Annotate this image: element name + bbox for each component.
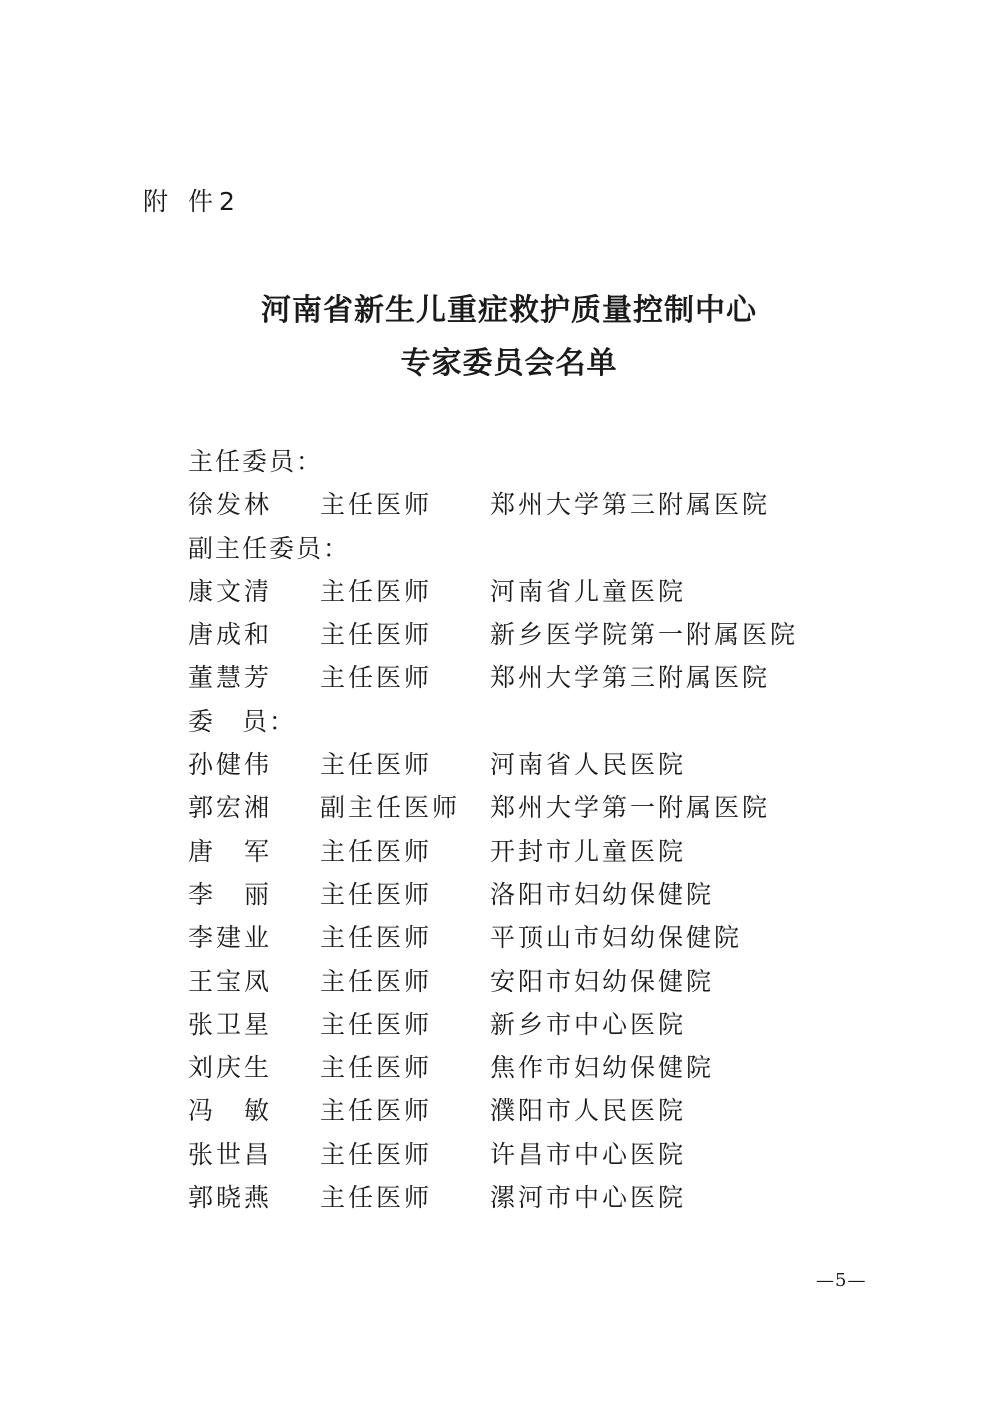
member-name: 李 丽 (188, 879, 273, 909)
member-rank: 主任医师 (320, 1096, 433, 1126)
member-rank: 主任医师 (320, 966, 433, 996)
member-org: 郑州大学第三附属医院 (490, 490, 771, 520)
member-org: 濮阳市人民医院 (490, 1096, 687, 1126)
section-heading-deputy: 副主任委员： (188, 533, 351, 563)
member-org: 郑州大学第三附属医院 (490, 663, 771, 693)
member-name: 王宝凤 (188, 966, 273, 996)
member-rank: 主任医师 (320, 1139, 433, 1169)
member-name: 冯 敏 (188, 1096, 273, 1126)
member-org: 漯河市中心医院 (490, 1183, 687, 1213)
member-row (188, 916, 888, 959)
member-row (188, 656, 888, 699)
attachment-label: 附 件2 (143, 187, 241, 216)
member-rank: 主任医师 (320, 620, 433, 650)
member-rank: 主任医师 (320, 750, 433, 780)
member-row (188, 1133, 888, 1176)
member-name: 董慧芳 (188, 663, 273, 693)
member-org: 新乡市中心医院 (490, 1009, 687, 1039)
member-org: 平顶山市妇幼保健院 (490, 923, 743, 953)
section-heading-director: 主任委员： (188, 447, 324, 476)
document-title-line-1: 河南省新生儿重症救护质量控制中心 (261, 293, 757, 328)
member-rank: 主任医师 (320, 879, 433, 909)
member-row (188, 1176, 888, 1219)
member-name: 刘庆生 (188, 1053, 273, 1083)
member-org: 焦作市妇幼保健院 (490, 1053, 715, 1083)
member-org: 郑州大学第一附属医院 (490, 793, 771, 823)
member-name: 唐成和 (188, 620, 273, 650)
member-rank: 副主任医师 (320, 793, 461, 823)
member-row (188, 960, 888, 1003)
member-name: 孙健伟 (188, 750, 273, 780)
member-row (188, 613, 888, 656)
member-rank: 主任医师 (320, 663, 433, 693)
member-name: 郭晓燕 (188, 1183, 273, 1213)
member-row (188, 483, 888, 526)
member-org: 安阳市妇幼保健院 (490, 966, 715, 996)
member-row (188, 570, 888, 613)
member-row (188, 873, 888, 916)
member-rank: 主任医师 (320, 1053, 433, 1083)
member-name: 郭宏湘 (188, 793, 273, 823)
document-title-line-2: 专家委员会名单 (400, 346, 618, 381)
committee-list (188, 440, 888, 1219)
member-org: 洛阳市妇幼保健院 (490, 879, 715, 909)
member-name: 康文清 (188, 576, 273, 606)
member-row (188, 1003, 888, 1046)
member-org: 开封市儿童医院 (490, 836, 687, 866)
member-row (188, 1046, 888, 1089)
member-rank: 主任医师 (320, 923, 433, 953)
member-name: 唐 军 (188, 836, 273, 866)
member-org: 许昌市中心医院 (490, 1139, 687, 1169)
section-heading-members: 委 员： (188, 706, 297, 736)
page-number: —5— (816, 1270, 867, 1291)
member-org: 新乡医学院第一附属医院 (490, 620, 799, 650)
member-rank: 主任医师 (320, 576, 433, 606)
member-name: 张世昌 (188, 1139, 273, 1169)
member-rank: 主任医师 (320, 1183, 433, 1213)
member-name: 徐发林 (188, 490, 273, 520)
member-row (188, 830, 888, 873)
member-name: 李建业 (188, 923, 273, 953)
member-rank: 主任医师 (320, 836, 433, 866)
member-rank: 主任医师 (320, 1009, 433, 1039)
member-org: 河南省人民医院 (490, 750, 687, 780)
member-rank: 主任医师 (320, 490, 433, 520)
member-name: 张卫星 (188, 1009, 273, 1039)
member-row (188, 1089, 888, 1132)
member-row (188, 743, 888, 786)
member-row (188, 786, 888, 829)
member-org: 河南省儿童医院 (490, 576, 687, 606)
